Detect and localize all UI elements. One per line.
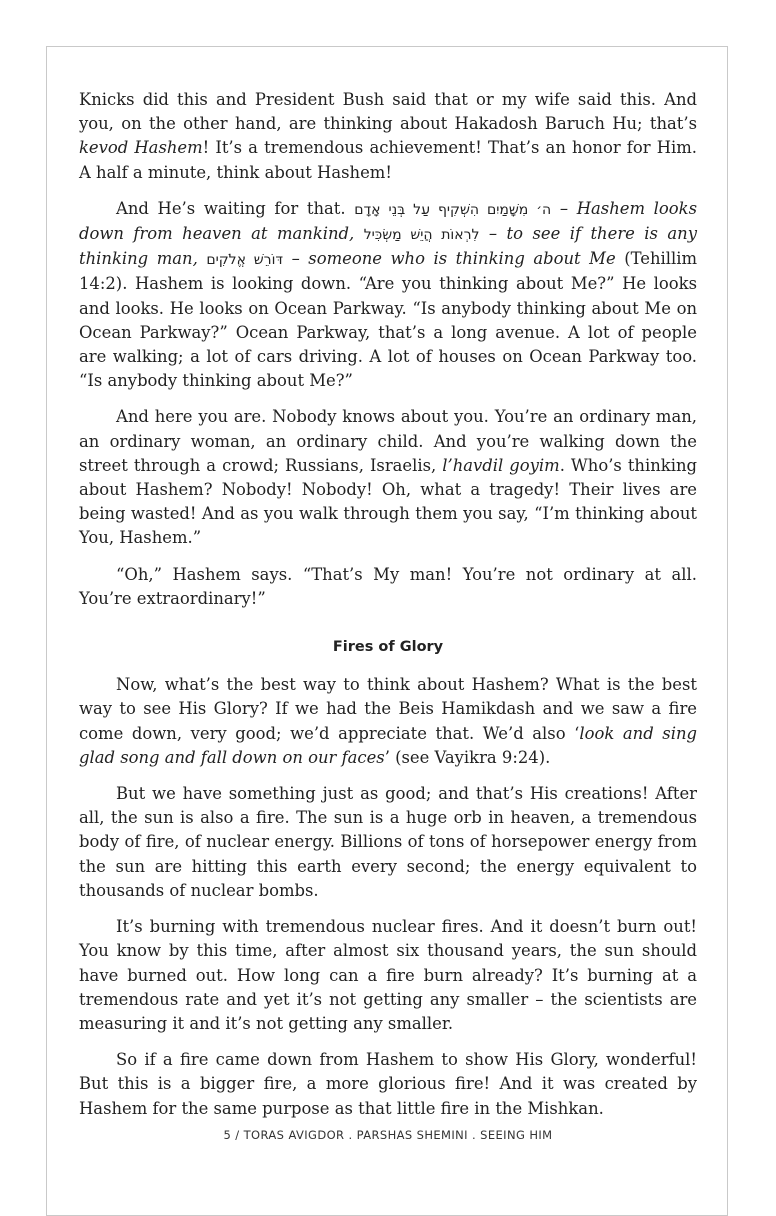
hebrew-quote: לִרְאוֹת הֲיֵשׁ מַשְׂכִּיל: [363, 227, 480, 244]
italic-translation: – someone who is thinking about Me: [283, 249, 616, 269]
hebrew-quote: ה׳ מִשָּׁמַיִם הִשְׁקִיף עַל בְּנֵי אָדָם: [354, 201, 552, 218]
text-run: . Who’s thinking about Hashem? Nobody! Nobody! Oh, what a tragedy! Their lives are being wasted! And as you walk through them you say, “I’m thinking about You, Hashem.”: [79, 455, 697, 548]
text-run: ’ (see Vayikra 9:24).: [384, 747, 551, 767]
italic-translation: – Hashem looks down from heaven at mankind,: [79, 198, 697, 244]
paragraph-1: [79, 88, 697, 185]
text-run: And He’s waiting for that.: [116, 198, 355, 218]
italic-quote: look and sing glad song and fall down on our faces: [79, 723, 698, 767]
italic-translation: – to see if there is any thinking man,: [79, 224, 697, 269]
article-body: [79, 88, 697, 1133]
text-run: (Tehillim 14:2). Hashem is looking down. “Are you thinking about Me?” He looks and looks. He looks on Ocean Parkway. “Is anybody thinking about Me on Ocean Parkway?” Ocean Parkway, that’s a long avenue. A lot of people are walking; a lot of cars driving. A lot of houses on Ocean Parkway too. “Is anybody thinking about Me?”: [79, 249, 698, 391]
text-run: Now, what’s the best way to think about Hashem? What is the best way to see His Glory? If we had the Beis Hamikdash and we saw a fire come down, very good; we’d appreciate that. We’d also ‘: [79, 675, 697, 743]
paragraph-3: [79, 405, 697, 550]
text-run: And here you are. Nobody knows about you. You’re an ordinary man, an ordinary woman, an ordinary child. And you’re walking down the street through a crowd; Russians, Israelis,: [79, 407, 697, 475]
paragraph-5: [79, 673, 697, 770]
paragraph-8: So if a fire came down from Hashem to show His Glory, wonderful! But this is a bigger fire, a more glorious fire! And it was created by Hashem for the same purpose as that little fire in the Mishkan.: [79, 1050, 697, 1118]
paragraph-4: “Oh,” Hashem says. “That’s My man! You’re not ordinary at all. You’re extraordinary!”: [79, 564, 697, 608]
text-run: Knicks did this and President Bush said that or my wife said this. And you, on the other hand, are thinking about Hakadosh Baruch Hu; that’s: [79, 90, 697, 134]
paragraph-2: [79, 197, 697, 394]
page-footer: 5 / TORAS AVIGDOR . PARSHAS SHEMINI . SEEING HIM: [223, 1128, 553, 1142]
italic-term: kevod Hashem: [79, 138, 203, 158]
paragraph-7: It’s burning with tremendous nuclear fires. And it doesn’t burn out! You know by this time, after almost six thousand years, the sun should have burned out. How long can a fire burn already? It’s burning at a tremendous rate and yet it’s not getting any smaller – the scientists are measuring it and it’s not getting any smaller.: [79, 917, 697, 1033]
hebrew-quote: דּוֹרֵשׁ אֱלֹקִים: [206, 252, 284, 269]
section-heading: Fires of Glory: [332, 639, 444, 656]
paragraph-6: But we have something just as good; and that’s His creations! After all, the sun is also a fire. The sun is a huge orb in heaven, a tremendous body of fire, of nuclear energy. Billions of tons of horsepower energy from the sun are hitting this earth every second; the energy equivalent to thousands of nuclear bombs.: [79, 784, 697, 900]
italic-term: l’havdil goyim: [442, 455, 560, 475]
text-run: ! It’s a tremendous achievement! That’s an honor for Him. A half a minute, think about Hashem!: [79, 138, 697, 182]
